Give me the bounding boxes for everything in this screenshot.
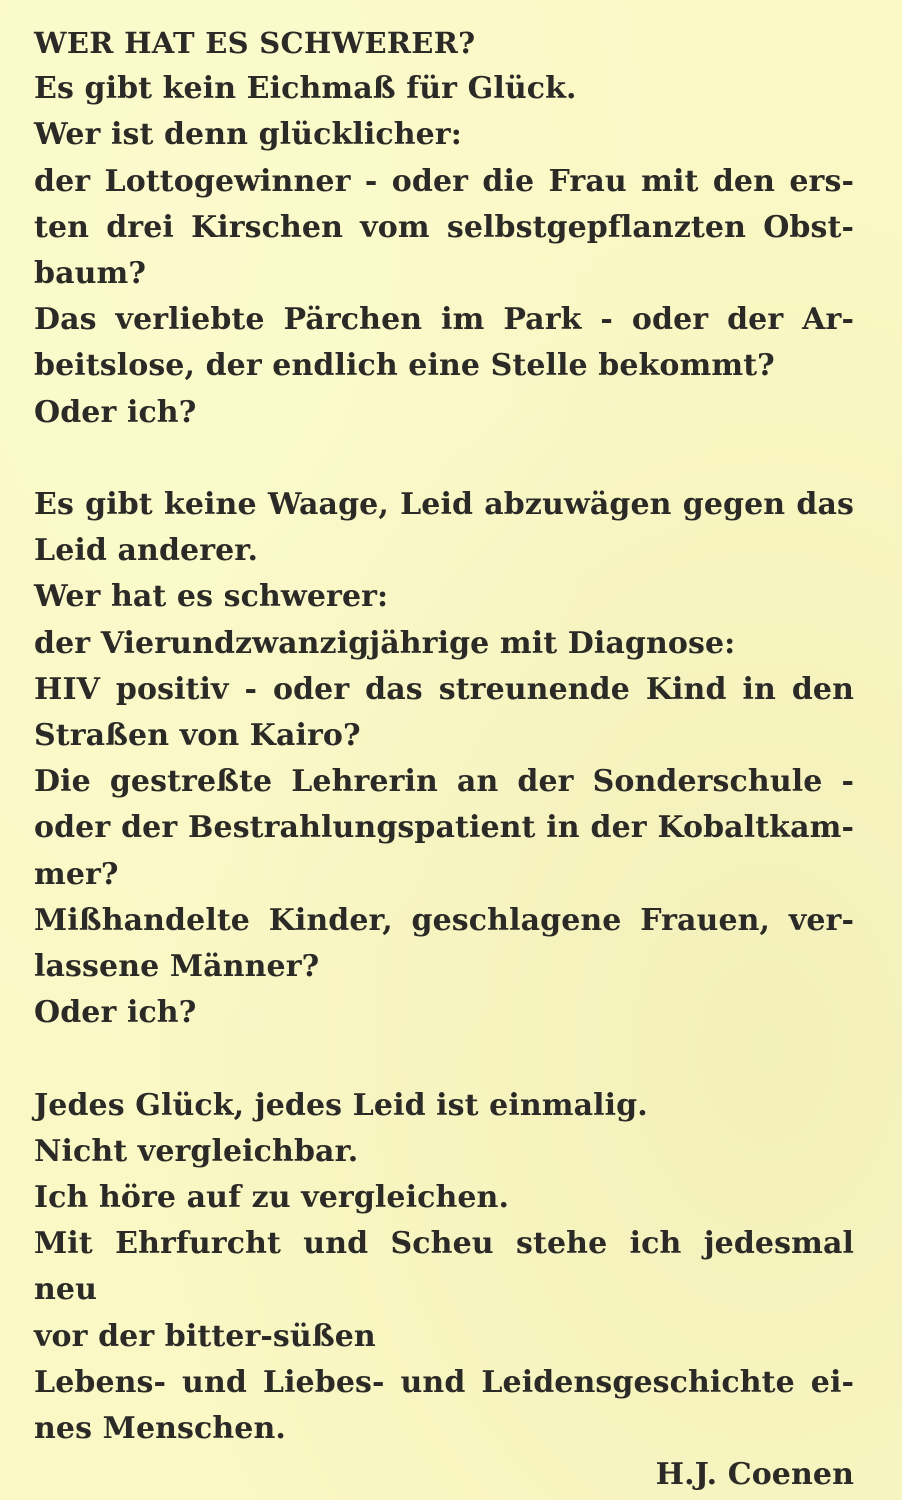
poem-line: Das verliebte Pärchen im Park - oder der Ar-: [34, 302, 854, 338]
poem-line: Oder ich?: [34, 995, 197, 1031]
poem-line: nes Menschen.: [34, 1411, 286, 1447]
stanza-break: [34, 436, 854, 482]
poem-line: mer?: [34, 856, 119, 892]
poem-line: Mißhandelte Kinder, geschlagene Frauen, ver-: [34, 902, 854, 938]
poem-title: WER HAT ES SCHWERER?: [34, 26, 476, 60]
poem-line: Leid anderer.: [34, 533, 259, 569]
stanza-break: [34, 1036, 854, 1082]
poem-line: Mit Ehrfurcht und Scheu stehe ich jedesmal neu: [34, 1226, 854, 1308]
poem-text: [34, 20, 854, 1498]
author-name: H.J. Coenen: [655, 1457, 854, 1493]
poem-line: Es gibt keine Waage, Leid abzuwägen gegen das: [34, 487, 854, 523]
poem-line: Jedes Glück, jedes Leid ist einmalig.: [34, 1087, 648, 1123]
poem-line: Ich höre auf zu vergleichen.: [34, 1180, 510, 1216]
poem-line: Straßen von Kairo?: [34, 718, 361, 754]
poem-line: der Vierundzwanzigjährige mit Diagnose:: [34, 625, 736, 661]
poem-line: Es gibt kein Eichmaß für Glück.: [34, 71, 577, 107]
poem-line: baum?: [34, 256, 147, 292]
poem-line: vor der bitter-süßen: [34, 1318, 376, 1354]
poem-line: Die gestreßte Lehrerin an der Sonderschule -: [34, 764, 854, 800]
poem-line: der Lottogewinner - oder die Frau mit den ers-: [34, 163, 854, 199]
poem-line: oder der Bestrahlungspatient in der Kobaltkam-: [34, 810, 854, 846]
poem-line: Lebens- und Liebes- und Leidensgeschichte ei-: [34, 1364, 854, 1400]
poem-line: beitslose, der endlich eine Stelle bekommt?: [34, 348, 775, 384]
poem-line: HIV positiv - oder das streunende Kind in den: [34, 671, 854, 707]
poem-line: Nicht vergleichbar.: [34, 1133, 359, 1169]
poem-line: ten drei Kirschen vom selbstgepflanzten Obst-: [34, 209, 854, 245]
poem-line: Wer hat es schwerer:: [34, 579, 389, 615]
poem-line: lassene Männer?: [34, 949, 320, 985]
poem-line: Wer ist denn glücklicher:: [34, 117, 462, 153]
poem-line: Oder ich?: [34, 394, 197, 430]
